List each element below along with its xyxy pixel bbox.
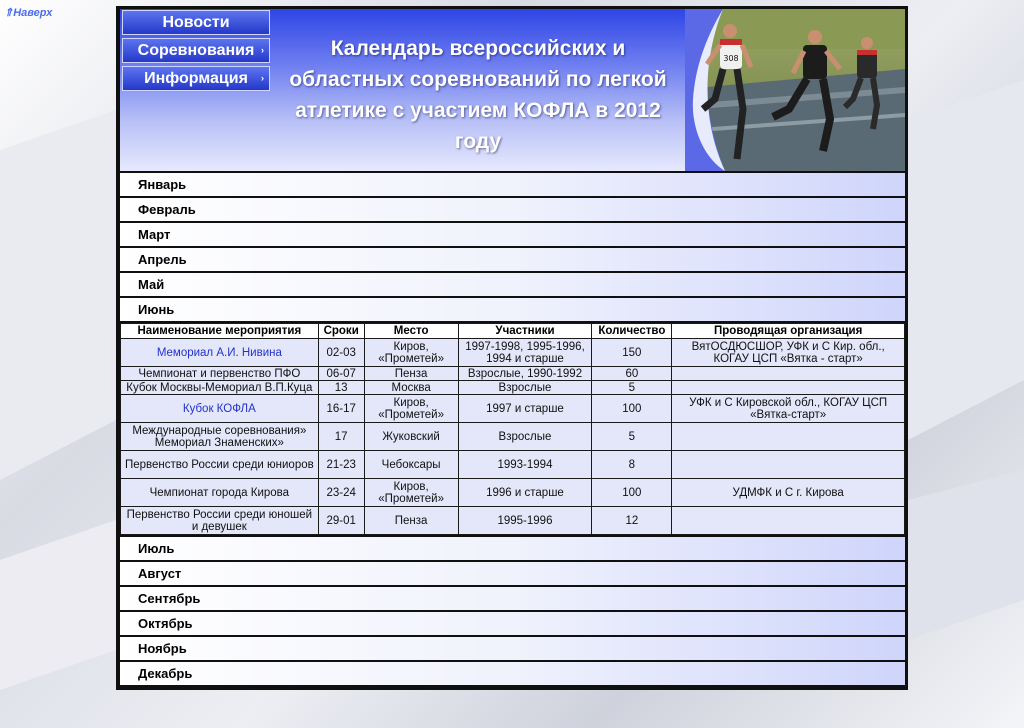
header-place: Место [364, 324, 458, 339]
cell-place: Пенза [364, 507, 458, 535]
runner-bib: 308 [723, 54, 739, 63]
cell-name: Первенство России среди юниоров [121, 451, 319, 479]
table-row [121, 339, 905, 367]
month-row[interactable]: Июнь [120, 298, 905, 321]
table-row [121, 367, 905, 381]
cell-place: Чебоксары [364, 451, 458, 479]
june-events-table [120, 323, 905, 535]
table-row [121, 423, 905, 451]
table-row [121, 507, 905, 535]
back-to-top-link[interactable]: ⇑Наверх [4, 7, 53, 19]
cell-participants: Взрослые [458, 381, 592, 395]
header-participants: Участники [458, 324, 592, 339]
cell-org: УФК и С Кировской обл., КОГАУ ЦСП «Вятка-старт» [672, 395, 905, 423]
cell-name: Чемпионат города Кирова [121, 479, 319, 507]
cell-dates: 16-17 [318, 395, 364, 423]
cell-dates: 02-03 [318, 339, 364, 367]
cell-place: Жуковский [364, 423, 458, 451]
table-row [121, 395, 905, 423]
month-row[interactable]: Март [120, 223, 905, 246]
page-title: Календарь всероссийских и областных соревнований по легкой атлетике с участием КОФЛА в 2012 году [289, 37, 667, 153]
runners-photo [685, 9, 905, 171]
month-row[interactable]: Ноябрь [120, 637, 905, 660]
month-row[interactable]: Февраль [120, 198, 905, 221]
table-header-row [121, 324, 905, 339]
cell-count: 60 [592, 367, 672, 381]
cell-participants: 1996 и старше [458, 479, 592, 507]
cell-count: 150 [592, 339, 672, 367]
cell-place: Киров, «Прометей» [364, 479, 458, 507]
nav-news[interactable]: Новости [122, 10, 270, 35]
calendar-content [120, 173, 905, 685]
cell-org [672, 423, 905, 451]
chevron-right-icon: › [261, 45, 264, 55]
cell-count: 8 [592, 451, 672, 479]
arrow-up-icon: ⇑ [4, 7, 14, 19]
cell-name [121, 395, 319, 423]
cell-name: Чемпионат и первенство ПФО [121, 367, 319, 381]
cell-participants: 1993-1994 [458, 451, 592, 479]
cell-count: 100 [592, 479, 672, 507]
cell-place: Пенза [364, 367, 458, 381]
nav-information[interactable]: Информация › [122, 66, 270, 91]
cell-org [672, 451, 905, 479]
cell-name: Первенство России среди юношей и девушек [121, 507, 319, 535]
month-row[interactable]: Декабрь [120, 662, 905, 685]
cell-org [672, 381, 905, 395]
header-count: Количество [592, 324, 672, 339]
cell-count: 5 [592, 423, 672, 451]
cell-org: УДМФК и С г. Кирова [672, 479, 905, 507]
cell-participants: 1997-1998, 1995-1996, 1994 и старше [458, 339, 592, 367]
cell-count: 100 [592, 395, 672, 423]
month-row[interactable]: Январь [120, 173, 905, 196]
cell-place: Киров, «Прометей» [364, 395, 458, 423]
month-row[interactable]: Май [120, 273, 905, 296]
cell-participants: Взрослые [458, 423, 592, 451]
month-row[interactable]: Октябрь [120, 612, 905, 635]
event-link[interactable]: Мемориал А.И. Нивина [156, 346, 282, 359]
cell-dates: 17 [318, 423, 364, 451]
cell-name [121, 339, 319, 367]
table-row [121, 451, 905, 479]
cell-count: 12 [592, 507, 672, 535]
header-organizer: Проводящая организация [672, 324, 905, 339]
cell-name: Международные соревнования» Мемориал Знаменских» [121, 423, 319, 451]
header-banner [120, 9, 905, 171]
months-after-list [120, 537, 905, 685]
cell-org [672, 507, 905, 535]
cell-participants: 1995-1996 [458, 507, 592, 535]
main-frame [116, 6, 908, 690]
cell-participants: 1997 и старше [458, 395, 592, 423]
months-before-list [120, 173, 905, 321]
table-row [121, 381, 905, 395]
cell-org: ВятОСДЮСШОР, УФК и С Кир. обл., КОГАУ ЦСП «Вятка - старт» [672, 339, 905, 367]
header-dates: Сроки [318, 324, 364, 339]
cell-dates: 13 [318, 381, 364, 395]
nav-competitions[interactable]: Соревнования › [122, 38, 270, 63]
header-name: Наименование мероприятия [121, 324, 319, 339]
cell-dates: 06-07 [318, 367, 364, 381]
month-row[interactable]: Сентябрь [120, 587, 905, 610]
cell-dates: 23-24 [318, 479, 364, 507]
cell-place: Москва [364, 381, 458, 395]
cell-dates: 29-01 [318, 507, 364, 535]
cell-participants: Взрослые, 1990-1992 [458, 367, 592, 381]
cell-dates: 21-23 [318, 451, 364, 479]
month-row[interactable]: Апрель [120, 248, 905, 271]
cell-place: Киров, «Прометей» [364, 339, 458, 367]
month-row[interactable]: Август [120, 562, 905, 585]
month-row[interactable]: Июль [120, 537, 905, 560]
cell-org [672, 367, 905, 381]
cell-name: Кубок Москвы-Мемориал В.П.Куца [121, 381, 319, 395]
event-link[interactable]: Кубок КОФЛА [182, 402, 256, 415]
table-row [121, 479, 905, 507]
cell-count: 5 [592, 381, 672, 395]
chevron-right-icon: › [261, 73, 264, 83]
